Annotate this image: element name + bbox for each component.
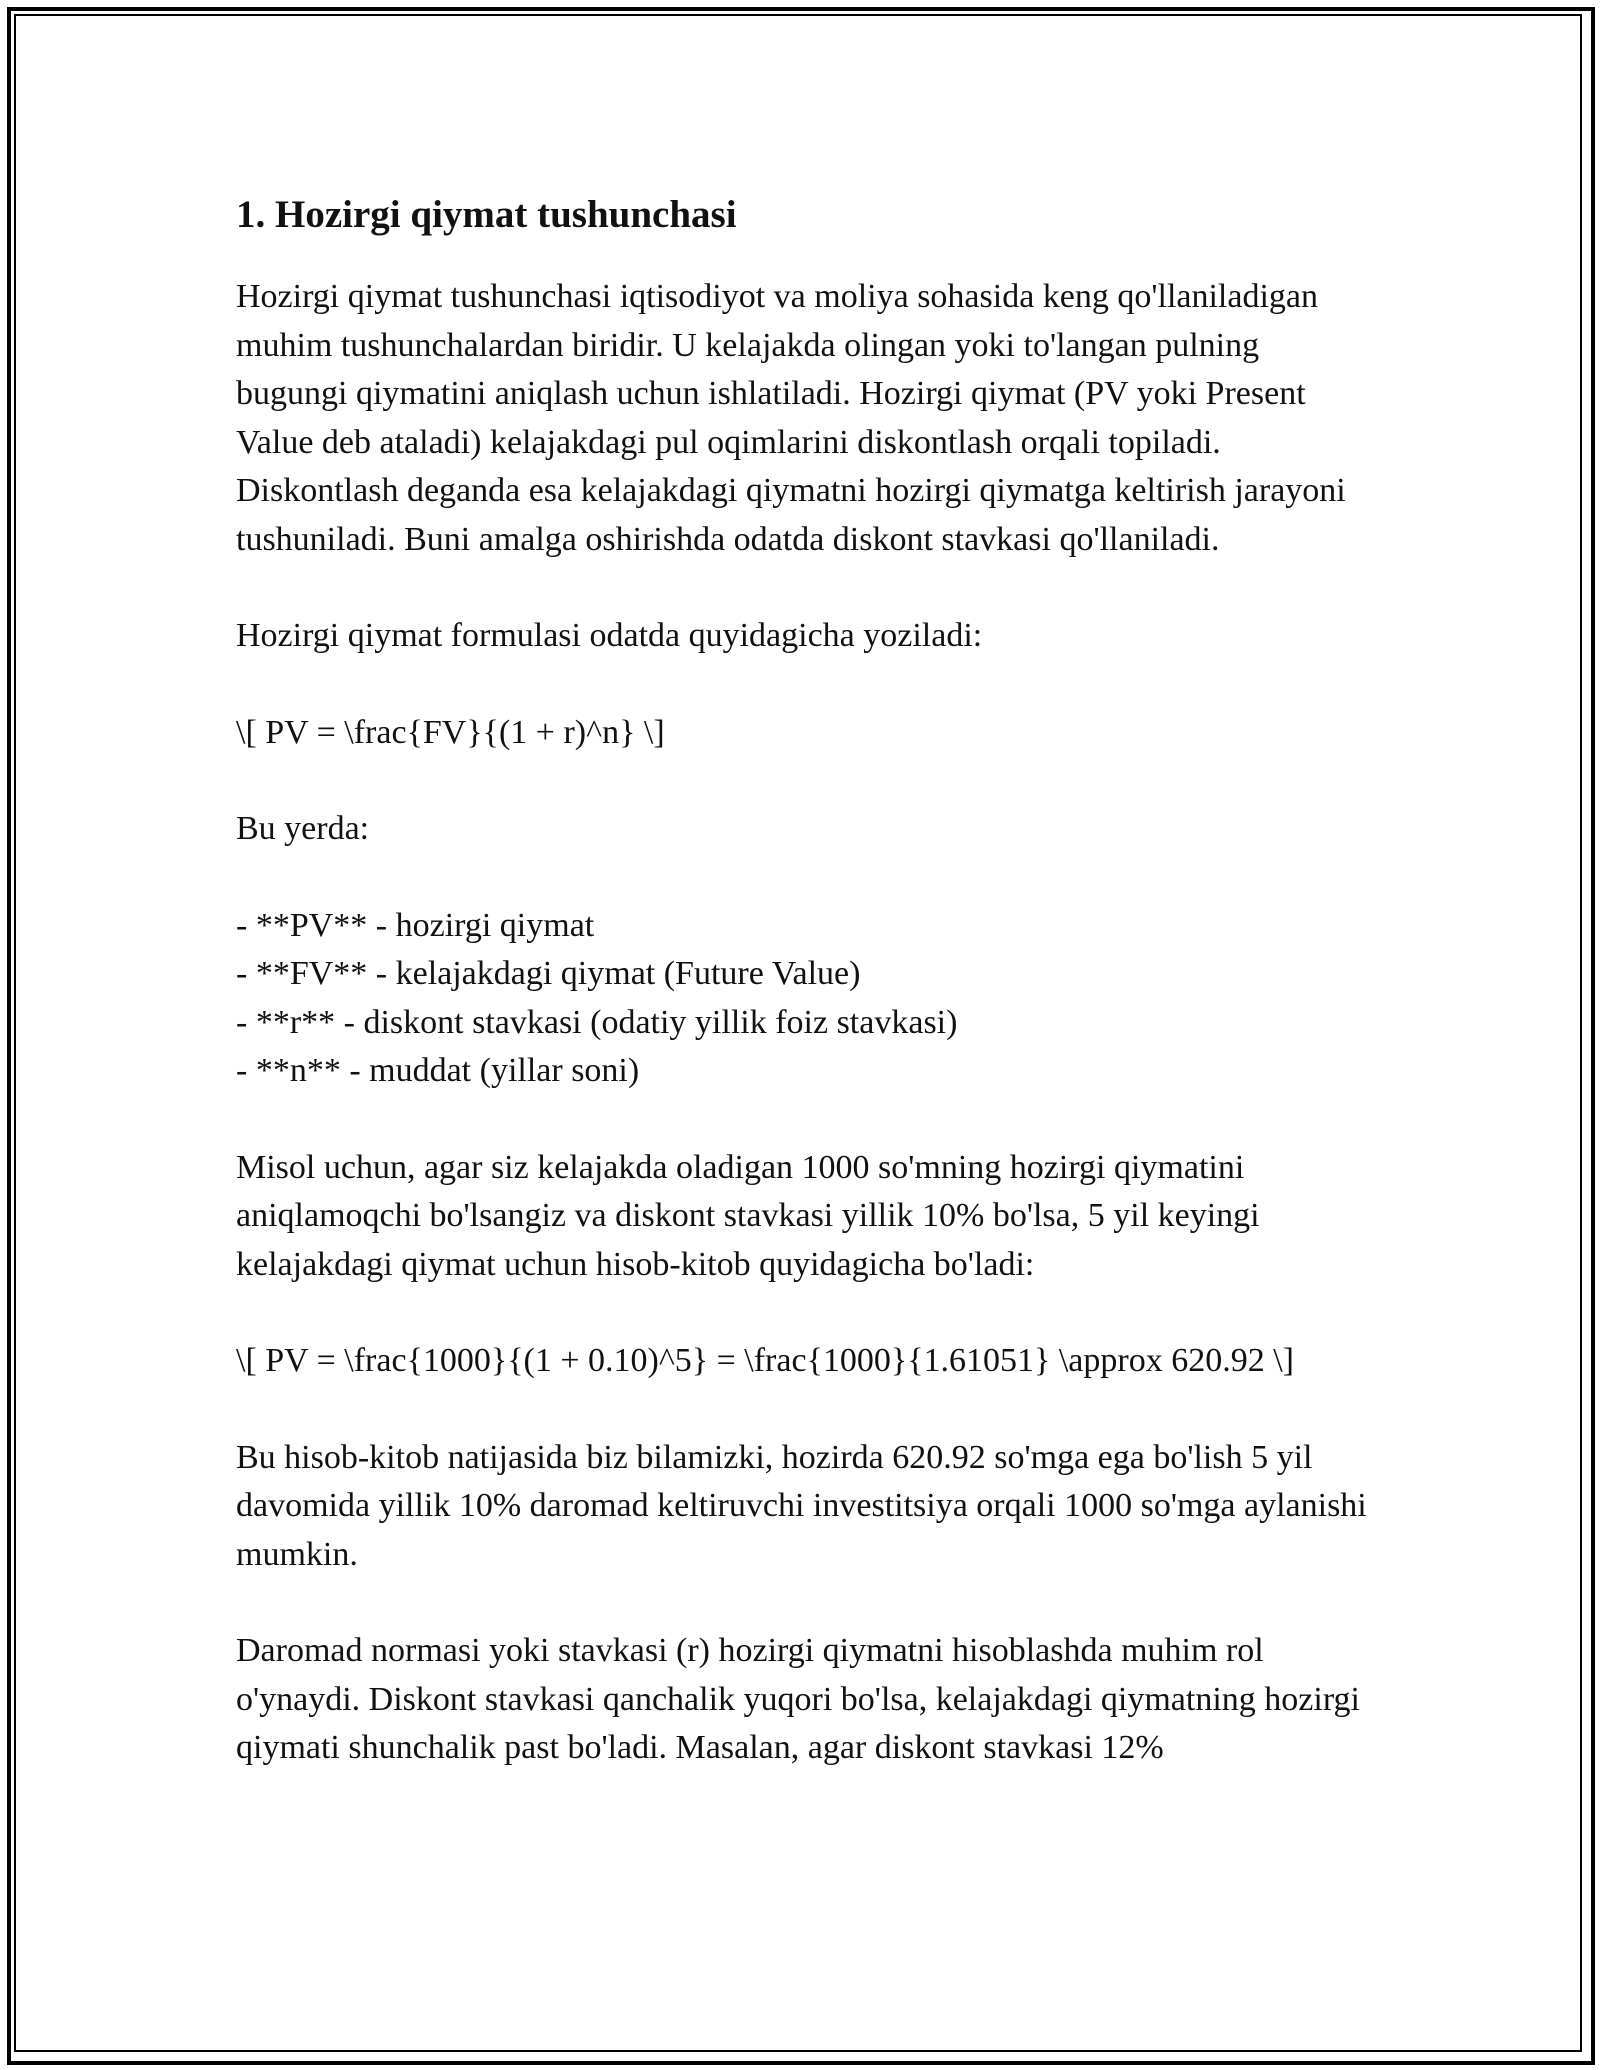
section-heading: 1. Hozirgi qiymat tushunchasi xyxy=(236,193,737,236)
list-item: - **r** - diskont stavkasi (odatiy yillik foiz stavkasi) xyxy=(236,1003,958,1041)
list-item: - **PV** - hozirgi qiymat xyxy=(236,906,595,944)
formula-text: \[ PV = \frac{FV}{(1 + r)^n} \] xyxy=(236,713,665,751)
document-body xyxy=(236,183,1376,1821)
list-item: - **n** - muddat (yillar soni) xyxy=(236,1052,640,1089)
intro-paragraph: Hozirgi qiymat tushunchasi iqtisodiyot va moliya sohasida keng qo'llaniladigan muhim tushunchalardan biridir. U kelajakda olingan yoki to'langan pulning bugungi qiymatini aniqlash uchun ishlatiladi. Hozirgi qiymat (PV yoki Present Value deb ataladi) kelajakdagi pul oqimlarini diskontlash orqali topiladi. Diskontlash deganda esa kelajakdagi qiymatni hozirgi qiymatga keltirish jarayoni tushuniladi. Buni amalga oshirishda odatda diskont stavkasi qo'llaniladi. xyxy=(236,278,1346,558)
legend-intro-paragraph: Bu yerda: xyxy=(236,810,370,847)
example-paragraph: Misol uchun, agar siz kelajakda oladigan 1000 so'mning hozirgi qiymatini aniqlamoqchi bo'lsangiz va diskont stavkasi yillik 10% bo'lsa, 5 yil keyingi kelajakdagi qiymat uchun hisob-kitob quyidagicha bo'ladi: xyxy=(236,1148,1260,1283)
formula-intro-paragraph: Hozirgi qiymat formulasi odatda quyidagicha yoziladi: xyxy=(236,617,983,654)
discount-rate-paragraph: Daromad normasi yoki stavkasi (r) hozirgi qiymatni hisoblashda muhim rol o'ynaydi. Diskont stavkasi qanchalik yuqori bo'lsa, kelajakdagi qiymatning hozirgi qiymati shunchalik past bo'ladi. Masalan, agar diskont stavkasi 12% xyxy=(236,1632,1360,1766)
result-paragraph: Bu hisob-kitob natijasida biz bilamizki, hozirda 620.92 so'mga ega bo'lish 5 yil davomida yillik 10% daromad keltiruvchi investitsiya orqali 1000 so'mga aylanishi mumkin. xyxy=(236,1438,1367,1573)
variable-definitions-list xyxy=(236,902,1376,1096)
list-item: - **FV** - kelajakdagi qiymat (Future Value) xyxy=(236,955,861,992)
example-formula-text: \[ PV = \frac{1000}{(1 + 0.10)^5} = \frac{1000}{1.61051} \approx 620.92 \] xyxy=(236,1342,1294,1379)
